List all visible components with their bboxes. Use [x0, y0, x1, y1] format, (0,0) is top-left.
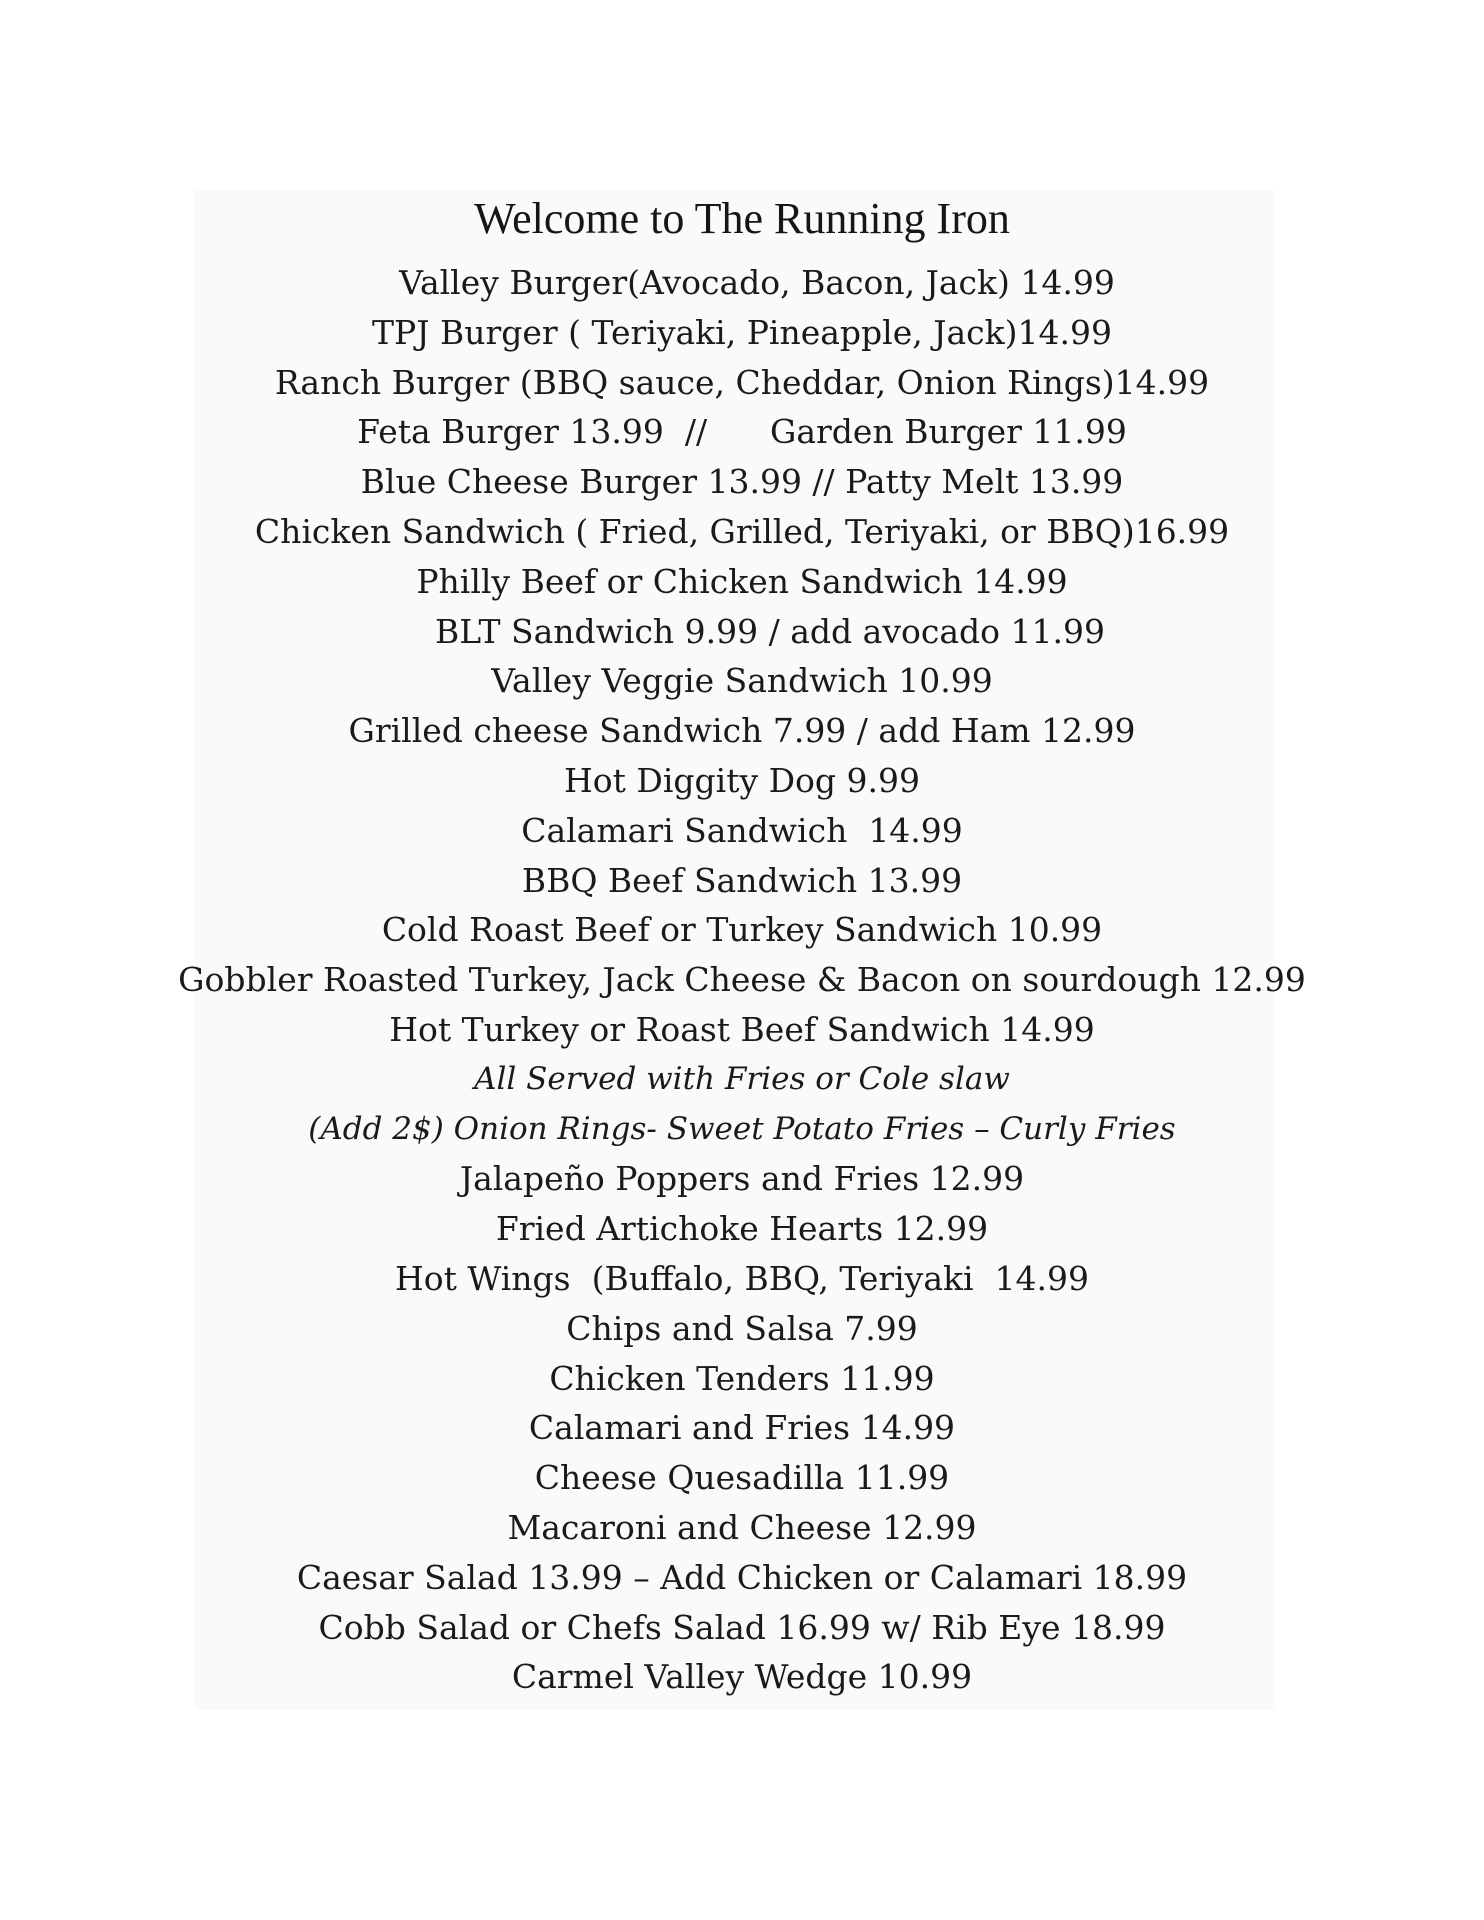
- menu-item: Chicken Sandwich ( Fried, Grilled, Teriyaki, or BBQ)16.99: [254, 511, 1230, 551]
- menu-list: [0, 258, 1484, 1702]
- menu-item: BBQ Beef Sandwich 13.99: [521, 860, 963, 900]
- menu-item: Valley Veggie Sandwich 10.99: [491, 661, 993, 701]
- menu-item: Carmel Valley Wedge 10.99: [511, 1657, 973, 1697]
- menu-item: Cheese Quesadilla 11.99: [534, 1458, 950, 1498]
- menu-item: Cold Roast Beef or Turkey Sandwich 10.99: [381, 910, 1103, 950]
- menu-item: Philly Beef or Chicken Sandwich 14.99: [416, 561, 1068, 601]
- menu-item: BLT Sandwich 9.99 / add avocado 11.99: [435, 611, 1105, 651]
- menu-item: Chips and Salsa 7.99: [566, 1308, 918, 1348]
- menu-item: Fried Artichoke Hearts 12.99: [495, 1209, 989, 1249]
- menu-item: Ranch Burger (BBQ sauce, Cheddar, Onion Rings)14.99: [274, 362, 1210, 402]
- menu-item: Hot Turkey or Roast Beef Sandwich 14.99: [389, 1009, 1095, 1049]
- menu-item: TPJ Burger ( Teriyaki, Pineapple, Jack)14.99: [372, 312, 1112, 352]
- menu-item: Valley Burger(Avocado, Bacon, Jack) 14.99: [399, 263, 1115, 302]
- menu-item: Gobbler Roasted Turkey, Jack Cheese & Bacon on sourdough 12.99: [178, 960, 1306, 1000]
- menu-item: Chicken Tenders 11.99: [549, 1358, 935, 1398]
- menu-item: Macaroni and Cheese 12.99: [507, 1507, 977, 1547]
- menu-note: All Served with Fries or Cole slaw: [474, 1060, 1010, 1097]
- menu-item: Feta Burger 13.99 // Garden Burger 11.99: [357, 412, 1127, 452]
- menu-item: Caesar Salad 13.99 – Add Chicken or Calamari 18.99: [296, 1557, 1188, 1597]
- menu-note: (Add 2$) Onion Rings- Sweet Potato Fries – Curly Fries: [308, 1110, 1176, 1147]
- menu-item: Hot Wings (Buffalo, BBQ, Teriyaki 14.99: [395, 1258, 1089, 1298]
- menu-title: Welcome to The Running Iron: [474, 194, 1010, 243]
- menu-item: Jalapeño Poppers and Fries 12.99: [459, 1159, 1025, 1199]
- menu-item: Calamari and Fries 14.99: [528, 1408, 956, 1448]
- menu-item: Cobb Salad or Chefs Salad 16.99 w/ Rib Eye 18.99: [318, 1607, 1166, 1647]
- menu-item: Calamari Sandwich 14.99: [521, 810, 963, 850]
- menu-item: Blue Cheese Burger 13.99 // Patty Melt 13.99: [360, 462, 1124, 502]
- menu-item: Hot Diggity Dog 9.99: [563, 760, 921, 800]
- menu-item: Grilled cheese Sandwich 7.99 / add Ham 12.99: [348, 711, 1136, 751]
